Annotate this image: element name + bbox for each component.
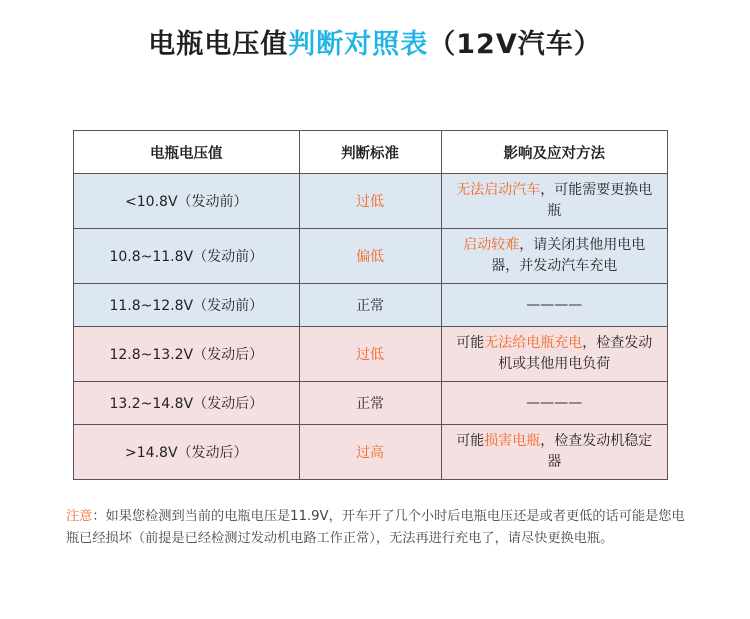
title-part1: 电瓶电压值 [148,29,289,60]
voltage-cell: <10.8V（发动前） [74,174,300,229]
table-row [74,284,668,327]
effect-cell [441,284,667,327]
voltage-table [73,130,668,480]
voltage-cell: 10.8~11.8V（发动前） [74,229,300,284]
judge-cell: 过低 [299,327,441,382]
table-row [74,174,668,229]
header-judge: 判断标准 [299,131,441,174]
effect-highlight: 无法给电瓶充电 [484,335,583,351]
effect-text: ，请关闭其他用电电器，并发动汽车充电 [491,237,646,274]
table-row [74,327,668,382]
judge-cell: 正常 [299,382,441,425]
effect-cell [441,229,667,284]
note-text: ：如果您检测到当前的电瓶电压是11.9V，开车开了几个小时后电瓶电压还是或者更低的话可能是您电瓶已经损坏（前提是已经检测过发动机电路工作正常），无法再进行充电了，请尽快更换电瓶。 [66,509,685,546]
title-part3: （12V汽车） [428,29,602,60]
effect-highlight: 损害电瓶 [484,433,541,449]
title-part2: 判断对照表 [288,29,429,60]
effect-text: ，可能需要更换电瓶 [540,182,653,219]
voltage-cell: 13.2~14.8V（发动后） [74,382,300,425]
judge-cell: 偏低 [299,229,441,284]
effect-dash: ———— [526,394,583,411]
note-paragraph [66,506,691,550]
table-row [74,425,668,480]
table-row [74,382,668,425]
header-voltage: 电瓶电压值 [74,131,300,174]
judge-cell: 过低 [299,174,441,229]
effect-cell [441,327,667,382]
effect-cell [441,382,667,425]
header-effect: 影响及应对方法 [441,131,667,174]
table-header-row [74,131,668,174]
table-row [74,229,668,284]
effect-cell [441,174,667,229]
effect-text: ，检查发动机或其他用电负荷 [498,335,653,372]
judge-cell: 正常 [299,284,441,327]
effect-prefix: 可能 [456,335,485,351]
note-label: 注意 [66,509,93,524]
voltage-cell: 11.8~12.8V（发动前） [74,284,300,327]
effect-highlight: 无法启动汽车 [456,182,541,198]
voltage-cell: >14.8V（发动后） [74,425,300,480]
effect-prefix: 可能 [456,433,485,449]
voltage-cell: 12.8~13.2V（发动后） [74,327,300,382]
judge-cell: 过高 [299,425,441,480]
effect-cell [441,425,667,480]
effect-highlight: 启动较难 [463,237,520,253]
page-title [0,22,750,61]
effect-text: ，检查发动机稳定器 [540,433,653,470]
effect-dash: ———— [526,296,583,313]
